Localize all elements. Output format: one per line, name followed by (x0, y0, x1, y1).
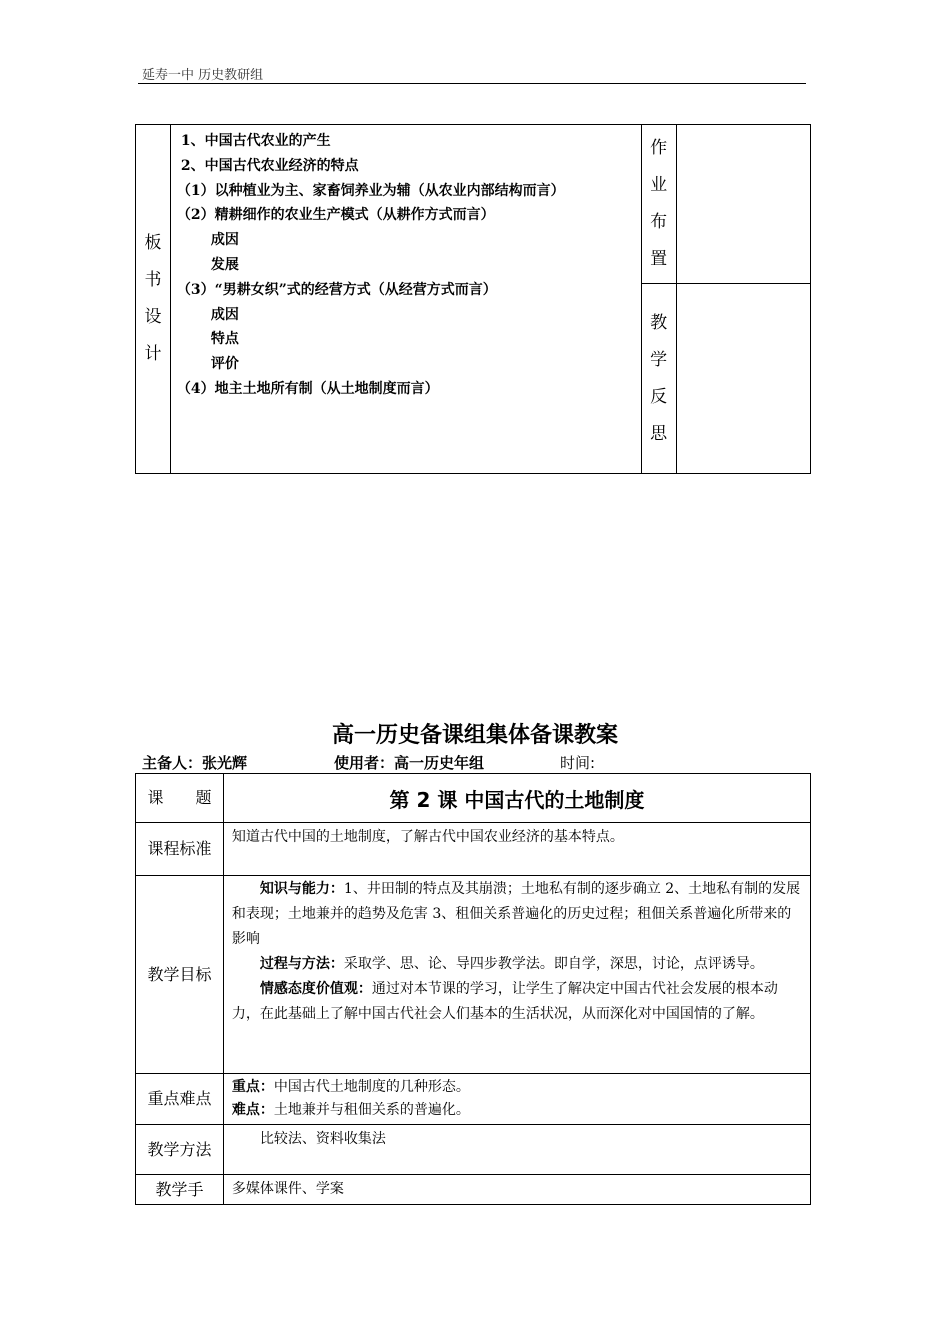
lesson-plan-table (135, 773, 811, 1205)
board-line: 特点 (210, 331, 239, 348)
board-line: 1、中国古代农业的产生 (180, 133, 331, 149)
focus-content (223, 1074, 810, 1125)
page-title: 高一历史备课组集体备课教案 (331, 723, 618, 748)
header-divider (138, 83, 806, 84)
board-line: 发展 (210, 256, 239, 273)
topic-label: 课 题 (136, 774, 224, 823)
tools-text: 多媒体课件、学案 (223, 1175, 810, 1205)
lesson-title: 第 2 课 中国古代的土地制度 (223, 774, 810, 823)
homework-cell (676, 125, 810, 284)
difficult-text: 土地兼并与租佃关系的普遍化。 (273, 1102, 470, 1118)
standard-text: 知道古代中国的土地制度，了解古代中国农业经济的基本特点。 (223, 823, 810, 876)
objective-knowledge: 知识与能力：1、井田制的特点及其崩溃；土地私有制的逐步确立 2、土地私有制的发展和表现；土地兼并的趋势及危害 3、租佃关系普遍化的历史过程；租佃关系普遍化所带来的影响 (231, 881, 801, 947)
key-text: 中国古代土地制度的几种形态。 (273, 1079, 470, 1095)
board-line: （2）精耕细作的农业生产模式（从耕作方式而言） (176, 207, 495, 224)
objective-process: 过程与方法：采取学、思、论、导四步教学法。即自学，深思，讨论，点评诱导。 (259, 956, 764, 972)
homework-label: 作 业 布 置 (641, 125, 676, 284)
board-design-content (170, 125, 641, 474)
board-line: （4）地主土地所有制（从土地制度而言） (176, 380, 439, 397)
board-line: （3）“男耕女织”式的经营方式（从经营方式而言） (176, 281, 497, 298)
objectives-label: 教学目标 (136, 876, 224, 1074)
board-line: 2、中国古代农业经济的特点 (180, 157, 359, 174)
key-label: 重点： (231, 1079, 274, 1095)
board-design-table (135, 124, 811, 474)
preparer: 主备人：张光辉 (142, 754, 248, 772)
tools-label: 教学手 (136, 1175, 224, 1205)
page-header: 延寿一中 历史教研组 (142, 68, 264, 83)
reflection-label: 教 学 反 思 (641, 284, 676, 474)
method-text: 比较法、资料收集法 (223, 1125, 810, 1175)
time-label: 时间: (560, 754, 596, 772)
board-line: 成因 (210, 306, 239, 323)
board-line: 成因 (210, 232, 239, 249)
board-line: （1）以种植业为主、家畜饲养业为辅（从农业内部结构而言） (176, 182, 565, 199)
board-design-label: 板 书 设 计 (136, 125, 171, 474)
focus-label: 重点难点 (136, 1074, 224, 1125)
user-group: 使用者：高一历史年组 (334, 754, 485, 772)
standard-label: 课程标准 (136, 823, 224, 876)
difficult-label: 难点： (231, 1102, 274, 1118)
board-line: 评价 (210, 356, 239, 373)
objectives-content (223, 876, 810, 1074)
objective-emotion: 情感态度价值观：通过对本节课的学习，让学生了解决定中国古代社会发展的根本动力，在此基础上了解中国古代社会人们基本的生活状况，从而深化对中国国情的了解。 (231, 981, 778, 1022)
method-label: 教学方法 (136, 1125, 224, 1175)
reflection-cell (676, 284, 810, 474)
